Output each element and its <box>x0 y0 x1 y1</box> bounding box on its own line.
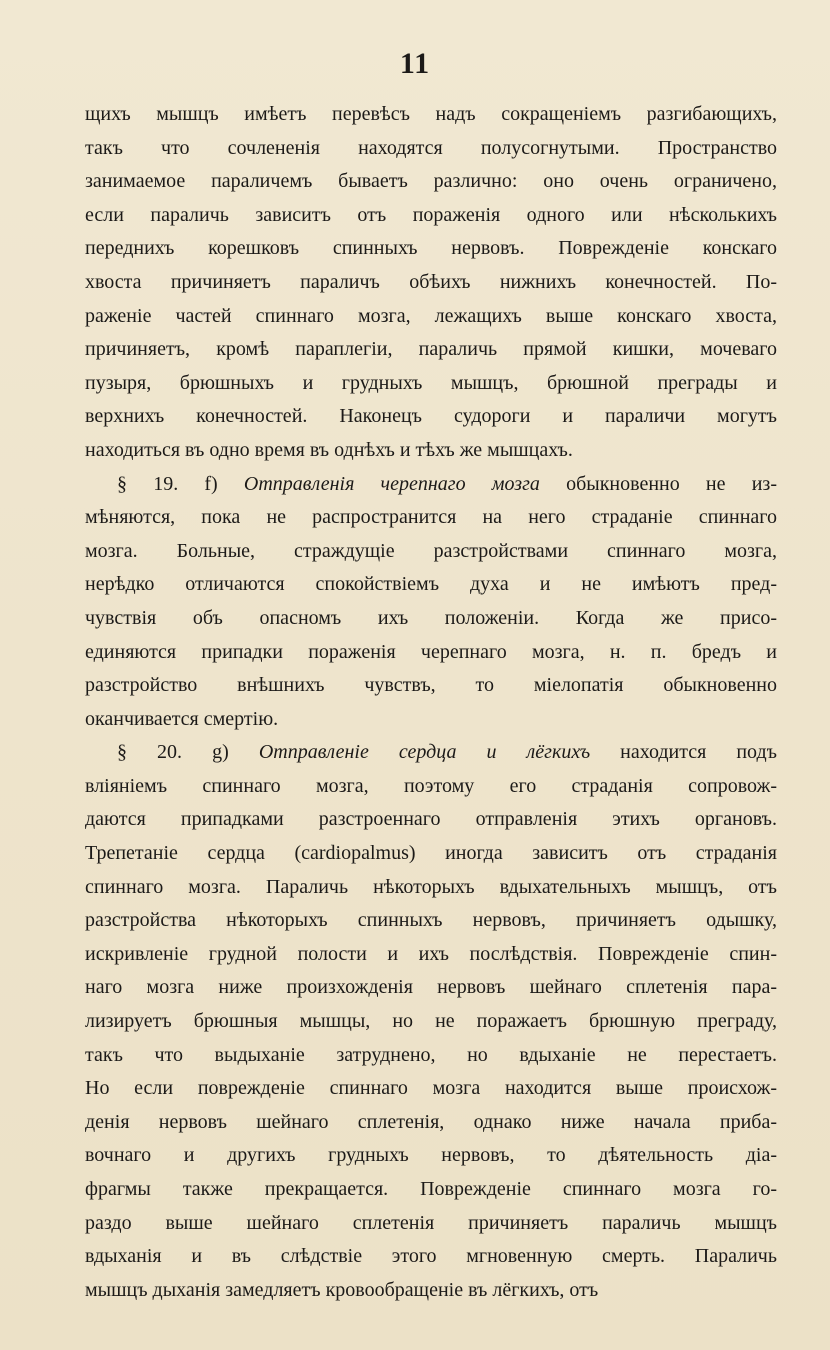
text-line: находиться въ одно время въ однѣхъ и тѣхъ же мышцахъ. <box>85 438 573 461</box>
text-line: пузыря, брюшныхъ и грудныхъ мышцъ, брюшной преграды и <box>85 371 777 394</box>
text-line: верхнихъ конечностей. Наконецъ судороги и параличи могутъ <box>85 405 777 428</box>
text-line: спиннаго мозга. Параличь нѣкоторыхъ вдыхательныхъ мышцъ, отъ <box>85 875 777 898</box>
section-number: § 20. g) <box>117 741 259 764</box>
page-number: 11 <box>399 47 431 80</box>
text-line: переднихъ корешковъ спинныхъ нервовъ. Поврежденiе конскаго <box>85 237 777 260</box>
text-line: денiя нервовъ шейнаго сплетенiя, однако ниже начала приба- <box>85 1110 777 1133</box>
text-line: разстройства нѣкоторыхъ спинныхъ нервовъ, причиняетъ одышку, <box>85 909 777 932</box>
text-line: причиняетъ, кромѣ параплегiи, параличь прямой кишки, мочеваго <box>85 338 777 361</box>
section-text: обыкновенно не из- <box>539 472 777 495</box>
text-line: даются припадками разстроеннаго отправленiя этихъ органовъ. <box>85 808 777 831</box>
text-line: лизируетъ брюшныя мышцы, но не поражаетъ брюшную преграду, <box>85 1010 777 1033</box>
text-line: мышцъ дыханiя замедляетъ кровообращенiе въ лёгкихъ, отъ <box>85 1278 599 1301</box>
text-line <box>85 468 777 502</box>
text-line: занимаемое параличемъ бываетъ различно: оно очень ограничено, <box>85 170 777 193</box>
text-line: если параличь зависитъ отъ пораженiя одного или нѣсколькихъ <box>85 203 777 226</box>
text-line: такъ что сочлененiя находятся полусогнутыми. Пространство <box>85 136 777 159</box>
text-line: такъ что выдыханiе затруднено, но вдыханiе не перестаетъ. <box>85 1043 777 1066</box>
text-line: хвоста причиняетъ параличъ обѣихъ нижнихъ конечностей. По- <box>85 270 777 293</box>
text-line: Но если поврежденiе спиннаго мозга находится выше происхож- <box>85 1077 777 1100</box>
text-line: влiянiемъ спиннаго мозга, поэтому его страданiя сопровож- <box>85 774 777 797</box>
text-line: раженiе частей спиннаго мозга, лежащихъ выше конскаго хвоста, <box>85 304 777 327</box>
text-line: разстройство внѣшнихъ чувствъ, то мiелопатiя обыкновенно <box>85 674 777 697</box>
section-text: находится подъ <box>590 741 777 764</box>
text-line: щихъ мышцъ имѣетъ перевѣсъ надъ сокращенiемъ разгибающихъ, <box>85 103 777 125</box>
body-text <box>85 98 777 1307</box>
text-line: чувствiя объ опасномъ ихъ положенiи. Когда же присо- <box>85 606 777 629</box>
text-line: наго мозга ниже произхожденiя нервовъ шейнаго сплетенiя пара- <box>85 976 777 999</box>
text-line: Трепетанiе сердца (cardiopalmus) иногда зависитъ отъ страданiя <box>85 842 777 865</box>
text-line: мѣняются, пока не распространится на него страданiе спиннаго <box>85 506 777 529</box>
text-line: единяются припадки пораженiя черепнаго мозга, н. п. бредъ и <box>85 640 777 663</box>
section-heading: Отправленiя черепнаго мозга <box>243 472 540 495</box>
section-number: § 19. f) <box>117 472 244 495</box>
text-line: искривленiе грудной полости и ихъ послѣдствiя. Поврежденiе спин- <box>85 942 777 965</box>
text-line: оканчивается смертiю. <box>85 707 279 730</box>
text-line: фрагмы также прекращается. Поврежденiе спиннаго мозга го- <box>85 1178 777 1200</box>
section-heading: Отправленiе сердца и лёгкихъ <box>258 741 591 764</box>
text-line: вдыханiя и въ слѣдствiе этого мгновенную смерть. Параличь <box>85 1245 777 1268</box>
text-line: мозга. Больные, страждущiе разстройствами спиннаго мозга, <box>85 539 777 562</box>
text-line: раздо выше шейнаго сплетенiя причиняетъ параличь мышцъ <box>85 1211 777 1234</box>
text-line: вочнаго и другихъ грудныхъ нервовъ, то дѣятельность дiа- <box>85 1144 777 1167</box>
text-line: нерѣдко отличаются спокойствiемъ духа и не имѣютъ пред- <box>85 573 777 596</box>
text-line <box>85 736 777 770</box>
